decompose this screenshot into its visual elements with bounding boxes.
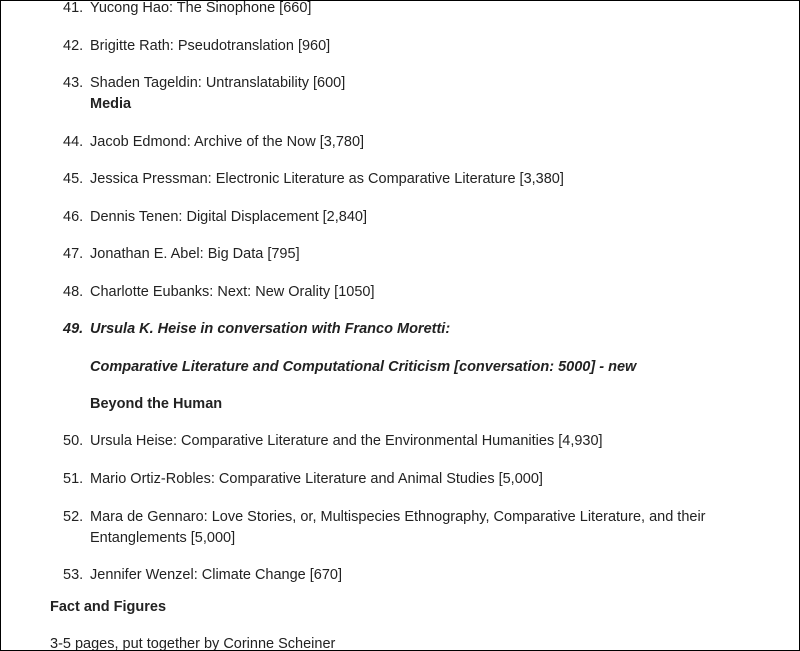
list-item-text: Jacob Edmond: Archive of the Now [3,780] bbox=[90, 134, 365, 150]
list-item-number: 51. bbox=[63, 471, 84, 487]
list-item-text: Shaden Tageldin: Untranslatability [600] bbox=[90, 75, 346, 91]
list-item-number: 52. bbox=[63, 509, 84, 525]
list-item-text: Mara de Gennaro: Love Stories, or, Multispecies Ethnography, Comparative Literature, and their bbox=[90, 509, 706, 525]
list-item-text: Ursula Heise: Comparative Literature and the Environmental Humanities [4,930] bbox=[90, 433, 603, 449]
list-item-text: Mario Ortiz-Robles: Comparative Literature and Animal Studies [5,000] bbox=[90, 471, 543, 487]
list-item-text: Jessica Pressman: Electronic Literature as Comparative Literature [3,380] bbox=[90, 171, 564, 187]
conversation-title: Comparative Literature and Computational Criticism [conversation: 5000] - new bbox=[90, 359, 637, 375]
list-item-number: 53. bbox=[63, 567, 84, 583]
list-item-number: 44. bbox=[63, 134, 84, 150]
list-item-text: Charlotte Eubanks: Next: New Orality [1050] bbox=[90, 284, 375, 300]
list-item-number: 41. bbox=[63, 0, 84, 16]
list-item-number: 47. bbox=[63, 246, 84, 262]
subheading-beyond-the-human: Beyond the Human bbox=[90, 396, 223, 412]
list-item-number: 48. bbox=[63, 284, 84, 300]
list-item-text: Yucong Hao: The Sinophone [660] bbox=[90, 0, 312, 16]
list-item-text: Jennifer Wenzel: Climate Change [670] bbox=[90, 567, 343, 583]
list-item-text: Jonathan E. Abel: Big Data [795] bbox=[90, 246, 300, 262]
list-item-number: 50. bbox=[63, 433, 84, 449]
list-item-number: 45. bbox=[63, 171, 84, 187]
subheading-media: Media bbox=[90, 96, 132, 112]
section-heading: Fact and Figures bbox=[50, 599, 167, 615]
list-item-text: Brigitte Rath: Pseudotranslation [960] bbox=[90, 38, 331, 54]
list-item-text: Ursula K. Heise in conversation with Franco Moretti: bbox=[90, 321, 451, 337]
list-item-number: 42. bbox=[63, 38, 84, 54]
list-item-text: Dennis Tenen: Digital Displacement [2,840] bbox=[90, 209, 368, 225]
section-note: 3-5 pages, put together by Corinne Scheiner bbox=[50, 636, 336, 651]
list-item-number: 46. bbox=[63, 209, 84, 225]
list-item-number: 49. bbox=[63, 321, 84, 337]
list-item-number: 43. bbox=[63, 75, 84, 91]
list-item-text-continued: Entanglements [5,000] bbox=[90, 530, 236, 546]
